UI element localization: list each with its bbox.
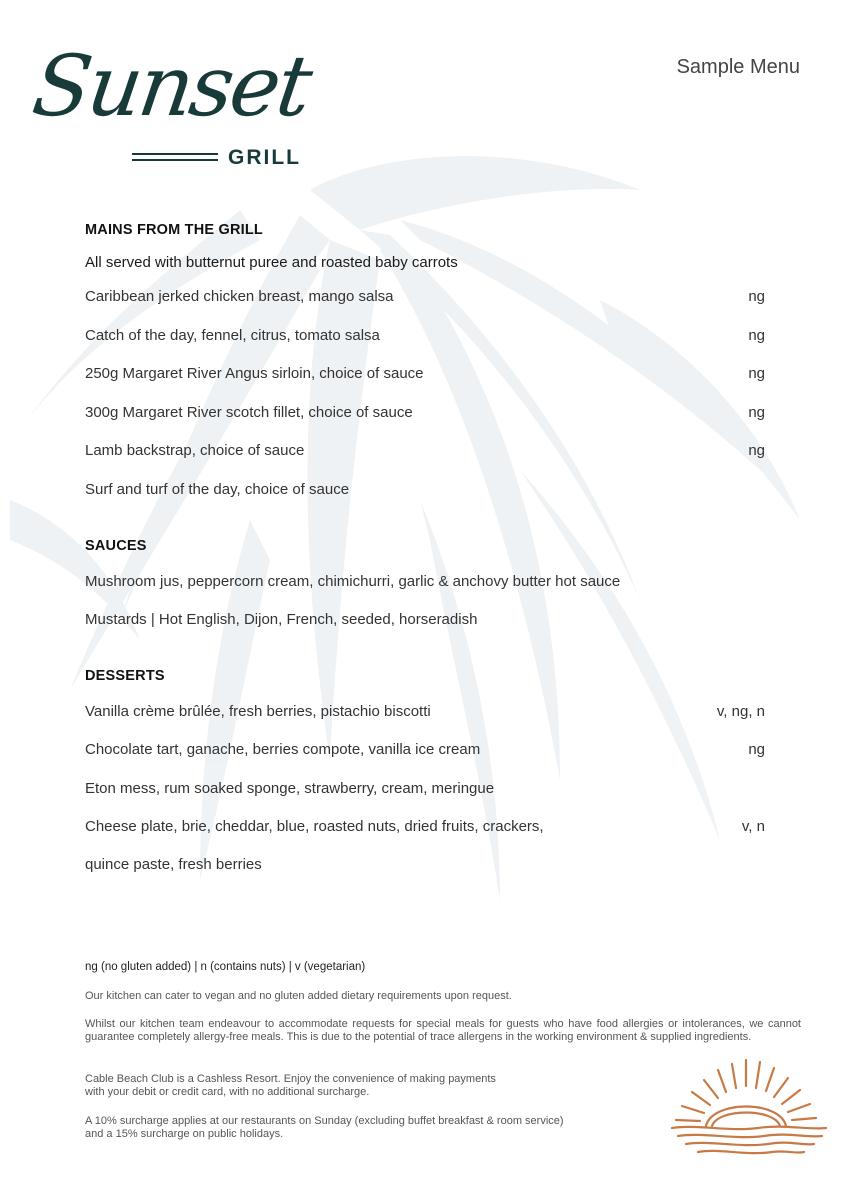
- menu-item: [85, 780, 765, 802]
- menu-item: [85, 404, 765, 426]
- dietary-tag: ng: [748, 741, 765, 758]
- surcharge-note-line: A 10% surcharge applies at our restaurants on Sunday (excluding buffet breakfast & room service): [85, 1115, 564, 1127]
- cashless-note-line: Cable Beach Club is a Cashless Resort. Enjoy the convenience of making payments: [85, 1073, 496, 1085]
- document-title: Sample Menu: [676, 56, 800, 78]
- sunset-grill-logo: [27, 37, 320, 177]
- section-title-desserts: DESSERTS: [85, 668, 165, 684]
- menu-item-name: Catch of the day, fennel, citrus, tomato salsa: [85, 327, 380, 344]
- mains-intro: All served with butternut puree and roasted baby carrots: [85, 254, 458, 271]
- menu-item: [85, 856, 765, 878]
- menu-item-name: Cheese plate, brie, cheddar, blue, roasted nuts, dried fruits, crackers,: [85, 818, 544, 835]
- menu-item-name: Surf and turf of the day, choice of sauce: [85, 481, 350, 498]
- menu-item: [85, 741, 765, 763]
- menu-item: [85, 365, 765, 387]
- dietary-tag: ng: [748, 404, 765, 421]
- section-title-sauces: SAUCES: [85, 538, 147, 554]
- dietary-tag: ng: [748, 365, 765, 382]
- menu-item-name: Mushroom jus, peppercorn cream, chimichurri, garlic & anchovy butter hot sauce: [85, 573, 621, 590]
- menu-item: [85, 327, 765, 349]
- dietary-note: Our kitchen can cater to vegan and no gluten added dietary requirements upon request.: [85, 990, 512, 1002]
- menu-item-name: Mustards | Hot English, Dijon, French, seeded, horseradish: [85, 611, 478, 628]
- logo-script-text: Sunset: [27, 37, 316, 135]
- menu-item-name: 250g Margaret River Angus sirloin, choice of sauce: [85, 365, 424, 382]
- menu-item: [85, 611, 765, 633]
- menu-item-name: Caribbean jerked chicken breast, mango salsa: [85, 288, 394, 305]
- logo-divider-lines: [132, 152, 218, 164]
- dietary-tag: ng: [748, 442, 765, 459]
- menu-item-name: Lamb backstrap, choice of sauce: [85, 442, 305, 459]
- menu-item: [85, 703, 765, 725]
- cashless-note-line: with your debit or credit card, with no additional surcharge.: [85, 1086, 370, 1098]
- menu-item: [85, 818, 765, 840]
- menu-item-name: Eton mess, rum soaked sponge, strawberry, cream, meringue: [85, 780, 495, 797]
- menu-item-name: Chocolate tart, ganache, berries compote, vanilla ice cream: [85, 741, 481, 758]
- menu-item-name: Vanilla crème brûlée, fresh berries, pistachio biscotti: [85, 703, 431, 720]
- menu-item: [85, 288, 765, 310]
- menu-item-name: 300g Margaret River scotch fillet, choice of sauce: [85, 404, 413, 421]
- dietary-tag: v, n: [741, 818, 765, 835]
- surcharge-note-line: and a 15% surcharge on public holidays.: [85, 1128, 284, 1140]
- logo-subtitle: GRILL: [228, 146, 301, 169]
- sunset-icon: [668, 1058, 828, 1163]
- dietary-tag: ng: [748, 327, 765, 344]
- dietary-legend: ng (no gluten added) | n (contains nuts) | v (vegetarian): [85, 961, 366, 973]
- menu-item: [85, 573, 765, 595]
- dietary-tag: ng: [748, 288, 765, 305]
- allergy-note: Whilst our kitchen team endeavour to accommodate requests for special meals for guests who have food allergies or intolerances, we cannot guarantee completely allergy-free meals. This is due to the potential of trace allergens in the working environment & supplied ingredients.: [85, 1018, 801, 1043]
- section-title-mains: MAINS FROM THE GRILL: [85, 222, 263, 238]
- menu-item: [85, 442, 765, 464]
- menu-item: [85, 481, 765, 503]
- menu-item-name: quince paste, fresh berries: [85, 856, 262, 873]
- dietary-tag: v, ng, n: [716, 703, 765, 720]
